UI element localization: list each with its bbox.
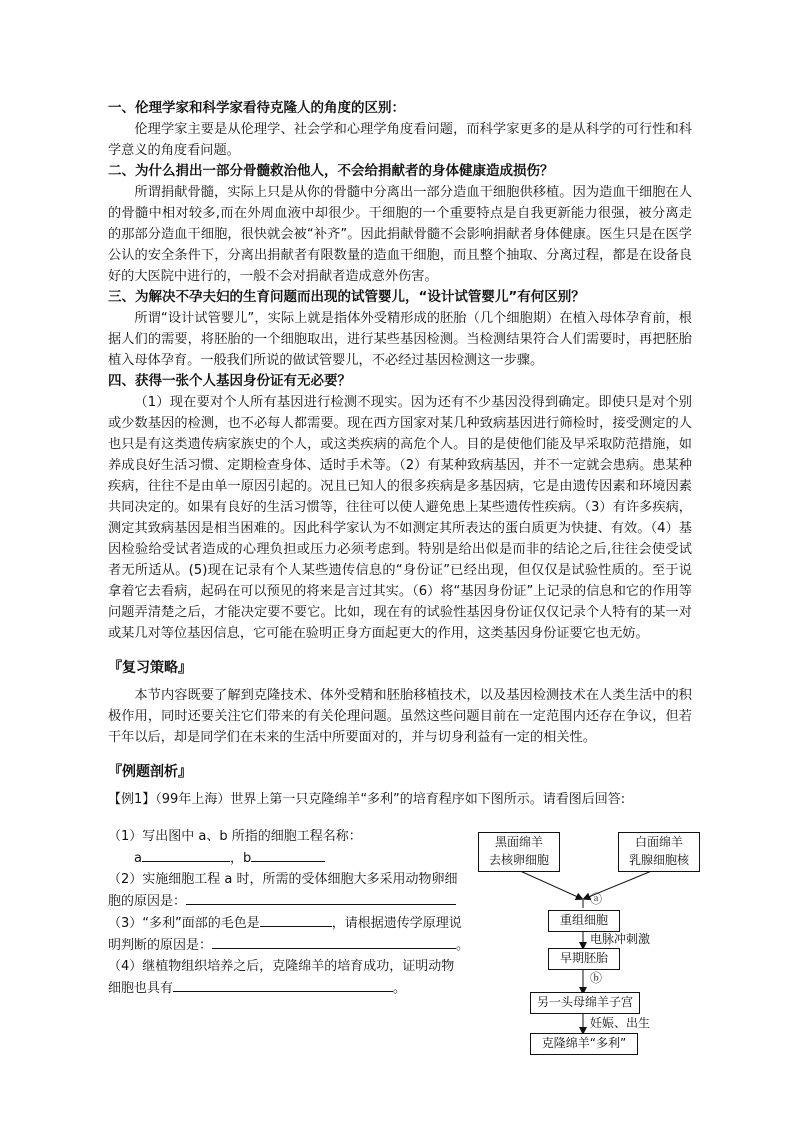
step-birth: 妊娠、出生: [590, 1016, 651, 1030]
q3-text-b: 明判断的原因是：: [108, 938, 213, 953]
paragraph-5: 本节内容既要了解到克隆技术、体外受精和胚胎移植技术，以及基因检测技术在人类生活中的积极作用，同时还要关注它们带来的有关伦理问题。虽然这些问题目前在一定范围内还存在争议，但若干年以后，却是同学们在未来的生活中所要面对的，并与切身利益有一定的相关性。: [108, 688, 692, 745]
box-surrogate-uterus: 另一头母绵羊子宫: [530, 992, 640, 1014]
q3-end: 。: [456, 938, 470, 953]
q1-a-blank[interactable]: [142, 847, 230, 862]
question-1-blanks: [108, 847, 478, 869]
paragraph-3: 所谓“设计试管婴儿”，实际上就是指体外受精形成的胚胎（几个细胞期）在植入母体孕育前，根据人们的需要，将胚胎的一个细胞取出，进行某些基因检测。当检测结果符合人们需要时，再把胚胎植入母体孕育。一般我们所说的做试管婴儿，不必经过基因检测这一步骤。: [108, 311, 692, 368]
q4-end: 。: [393, 981, 407, 996]
step-b-label: ⓑ: [590, 971, 603, 985]
question-2-line1: [108, 869, 478, 890]
question-2-line2: [108, 890, 478, 912]
q4-text-b: 细胞也具有: [108, 981, 174, 996]
box-recombinant-cell: 重组细胞: [548, 910, 620, 932]
q3-reason-blank[interactable]: [212, 934, 456, 949]
q3-text-a: （3）“多利”面部的毛色是: [108, 916, 260, 931]
q1-text: （1）写出图中 a、b 所指的细胞工程名称：: [108, 829, 362, 844]
question-3-line2: [108, 934, 478, 956]
q2-text-b: 胞的原因是：: [108, 894, 187, 909]
q1-b-label: ，b: [229, 851, 252, 866]
question-3-line1: [108, 912, 478, 934]
paragraph-4: （1）现在要对个人所有基因进行检测不现实。因为还有不少基因没得到确定。即使只是对个别或少数基因的检测，也不必每人都需要。现在西方国家对某几种致病基因进行筛检时，接受测定的人也只是有这类遗传病家族史的个人，或这类疾病的高危个人。目的是使他们能及早采取防范措施，如养成良好生活习惯、定期检查身体、适时手术等。（2）有某种致病基因，并不一定就会患病。患某种疾病，往往不是由单一原因引起的。况且已知人的很多疾病是多基因病，它是由遗传因素和环境因素共同决定的。如果有良好的生活习惯等，往往可以使人避免患上某些遗传性疾病。（3）有许多疾病，测定其致病基因是相当困难的。因此科学家认为不如测定其所表达的蛋白质更为快捷、有效。（4）基因检验给受试者造成的心理负担或压力必须考虑到。特别是给出似是而非的结论之后,往往会使受试者无所适从。(5)现在记录有个人某些遗传信息的“身份证”已经出现，但仅仅是试验性质的。至于说拿着它去看病，起码在可以预见的将来是言过其实。（6）将“基因身份证”上记录的信息和它的作用等问题弄清楚之后，才能决定要不要它。比如，现在有的试验性基因身份证仅仅记录个人特有的某一对或某几对等位基因信息，它可能在验明正身方面起更大的作用，这类基因身份证要它也无妨。: [108, 395, 692, 641]
paragraph-2: 所谓捐献骨髓，实际上只是从你的骨髓中分离出一部分造血干细胞供移植。因为造血干细胞在人的骨髓中相对较多,而在外周血液中却很少。干细胞的一个重要特点是自我更新能力很强，被分离走的那部分造血干细胞，很快就会被“补齐”。因此捐献骨髓不会影响捐献者身体健康。医生只是在医学公认的安全条件下，分离出捐献者有限数量的造血干细胞，而且整个抽取、分离过程，都是在设备良好的大医院中进行的，一般不会对捐献者造成意外伤害。: [108, 185, 692, 284]
box-early-embryo: 早期胚胎: [548, 948, 620, 970]
box1-line1: 黑面绵羊: [494, 835, 543, 849]
heading-2: 二、为什么捐出一部分骨髓救治他人，不会给捐献者的身体健康造成损伤？: [108, 163, 554, 179]
q1-a-label: a: [134, 851, 142, 866]
step-a-label: ⓐ: [590, 892, 603, 906]
q3-color-blank[interactable]: [260, 912, 332, 927]
question-4-line2: [108, 977, 478, 999]
box-black-face-egg: [478, 832, 560, 872]
q4-text-a: （4）继植物组织培养之后，克隆绵羊的培育成功，证明动物: [108, 959, 455, 974]
example-1-intro: 【例1】（99年上海）世界上第一只克隆绵羊“多利”的培育程序如下图所示。请看图后回答:: [108, 792, 626, 807]
heading-4: 四、获得一张个人基因身份证有无必要？: [108, 373, 351, 389]
question-list: [108, 826, 478, 999]
dolly-cloning-diagram: [470, 830, 700, 1060]
heading-3: 三、为解决不孕夫妇的生育问题而出现的试管婴儿，“设计试管婴儿”有何区别？: [108, 289, 585, 305]
box-dolly: 克隆绵羊“多利”: [530, 1033, 638, 1055]
arrow-egg-to-fusion: [518, 870, 580, 898]
q2-text-a: （2）实施细胞工程 a 时，所需的受体细胞大多采用动物卵细: [108, 872, 458, 887]
paragraph-1: 伦理学家主要是从伦理学、社会学和心理学角度看问题，而科学家更多的是从科学的可行性和科学意义的角度看问题。: [108, 122, 692, 158]
question-4-line1: [108, 956, 478, 977]
q1-b-blank[interactable]: [251, 847, 325, 862]
box2-line2: 乳腺细胞核: [628, 853, 689, 867]
question-1: [108, 826, 478, 847]
box-white-face-nucleus: [618, 832, 700, 872]
section-example-analysis: 『例题剖析』: [108, 764, 192, 780]
document-body: [108, 98, 692, 810]
q2-blank[interactable]: [186, 890, 456, 905]
box2-line1: 白面绵羊: [634, 835, 683, 849]
q3-text-a2: ，请根据遗传学原理说: [331, 916, 462, 931]
heading-1: 一、伦理学家和科学家看待克隆人的角度的区别：: [108, 100, 405, 116]
step-electric-pulse: 电脉冲刺激: [590, 932, 651, 946]
box1-line2: 去核卵细胞: [488, 853, 549, 867]
section-review-strategy: 『复习策略』: [108, 660, 192, 676]
q4-blank[interactable]: [173, 977, 393, 992]
